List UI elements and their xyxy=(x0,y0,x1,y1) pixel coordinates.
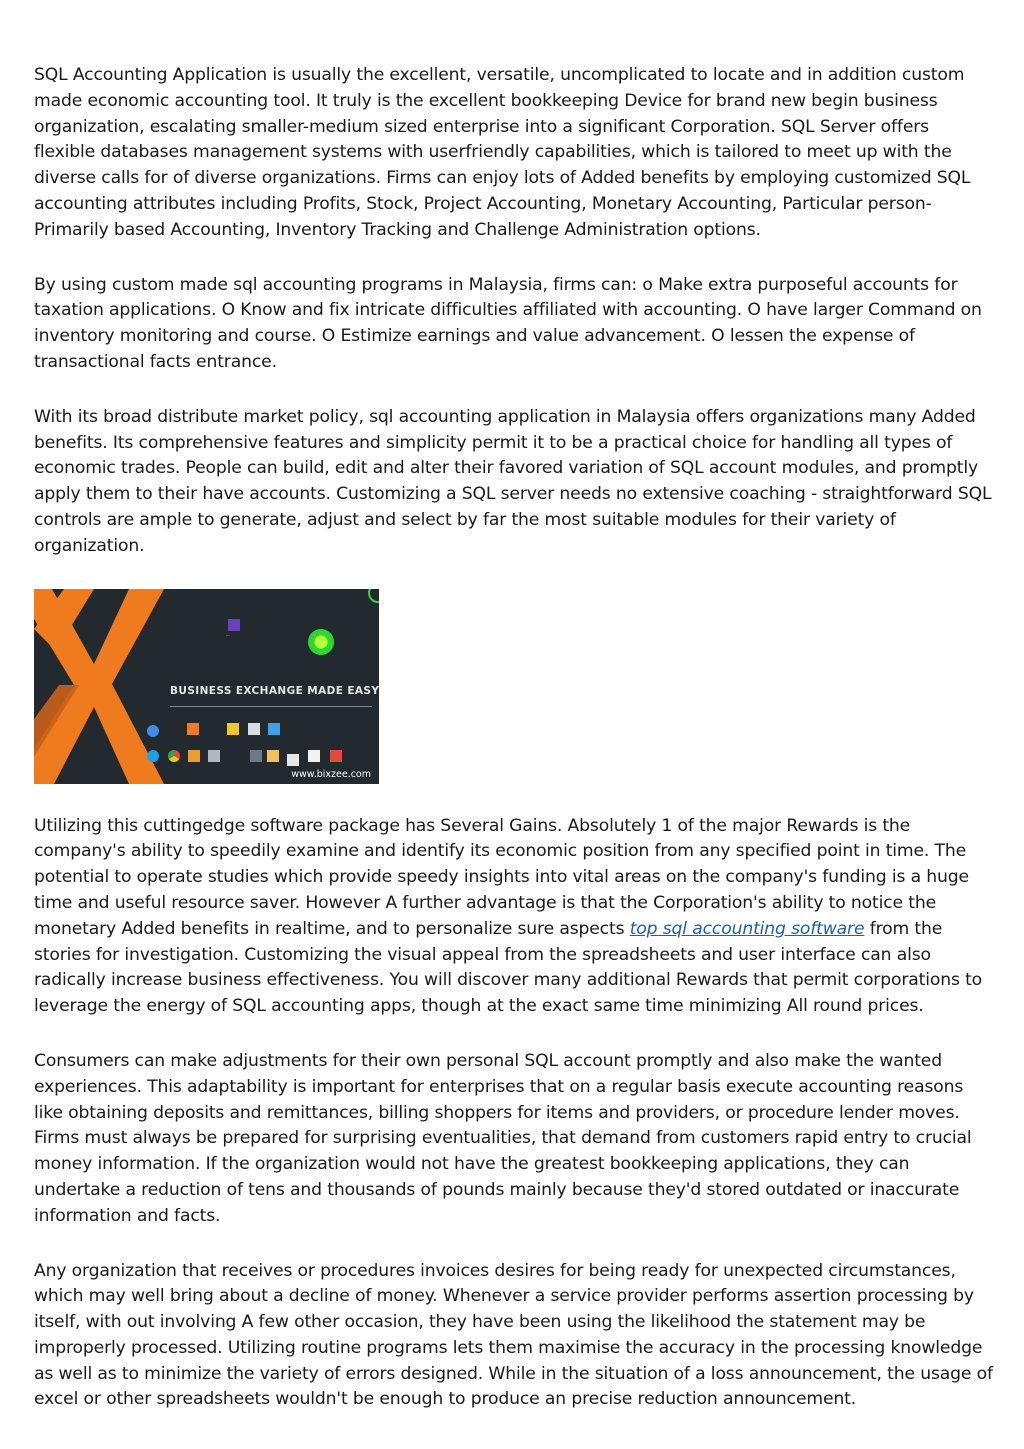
messenger-icon xyxy=(147,725,159,737)
divider xyxy=(170,706,372,707)
paragraph-3: With its broad distribute market policy, sql accounting application in Malaysia offers organizations many Added benefits. Its comprehensive features and simplicity permit it to be a practical choice for handling all types of economic trades. People can build, edit and alter their favored variation of SQL account modules, and promptly apply them to their have accounts. Customizing a SQL server needs no extensive coaching - straightforward SQL controls are ample to generate, adjust and select by far the most suitable modules for their variety of organization. xyxy=(34,406,992,556)
paragraph-4-text-end: from the stories for investigation. Customizing the visual appeal from the spreadsheets and user interface can also radically increase business effectiveness. You will discover many additional Rewards that permit corporations to leverage the energy of SQL accounting apps, though at the exact same time minimizing All round prices. xyxy=(34,918,983,1017)
paragraph-2: By using custom made sql accounting programs in Malaysia, firms can: o Make extra purposeful accounts for taxation applications. O Know and fix intricate difficulties affiliated with accounting. O have larger Command on inventory monitoring and course. O Estimize earnings and value advancement. O lessen the expense of transactional facts entrance. xyxy=(34,274,982,372)
document-icon xyxy=(250,750,262,762)
paragraph-4 xyxy=(34,814,994,1020)
desktop-screenshot-image: ··· BUSINESS EXCHANGE MADE EASY www.bixzee.com xyxy=(34,589,379,784)
this-pc-icon xyxy=(268,723,280,735)
document-body xyxy=(34,63,994,1442)
sql-file-icon xyxy=(228,619,240,631)
figure-caption: BUSINESS EXCHANGE MADE EASY xyxy=(170,684,379,697)
paragraph-1: SQL Accounting Application is usually the excellent, versatile, uncomplicated to locate and in addition custom made economic accounting tool. It truly is the excellent bookkeeping Device for brand new begin business organization, escalating smaller-medium sized enterprise into a significant Corporation. SQL Server offers flexible databases management systems with userfriendly capabilities, which is tailored to meet up with the diverse calls for of diverse organizations. Firms can enjoy lots of Added benefits by employing customized SQL accounting attributes including Profits, Stock, Project Accounting, Monetary Accounting, Particular person-Primarily based Accounting, Inventory Tracking and Challenge Administration options. xyxy=(34,65,971,240)
vmware-icon xyxy=(188,750,200,762)
mail-icon xyxy=(287,754,299,766)
paragraph-4-text-start: Utilizing this cuttingedge software package has Several Gains. Absolutely 1 of the major Rewards is the company's ability to speedily examine and identify its economic position from any specified point in time. The potential to operate studies which provide speedy insights into vital areas on the company's funding is a huge time and useful resource saver. However A further advantage is that the Corporation's ability to notice the monetary Added benefits in realtime, and to personalize sure aspects xyxy=(34,815,969,939)
bixzee-shortcut-icon xyxy=(187,723,199,735)
pdf-icon xyxy=(330,750,342,762)
chrome-icon xyxy=(168,750,180,762)
green-orb-icon xyxy=(308,629,334,655)
google-drive-icon xyxy=(227,723,239,735)
top-sql-accounting-software-link[interactable]: top sql accounting software xyxy=(629,918,865,939)
paragraph-6: Any organization that receives or procedures invoices desires for being ready for unexpected circumstances, which may well bring about a decline of money. Whenever a service provider performs assertion processing by itself, with out involving A few other occasion, they have been using the likelihood the statement may be improperly processed. Utilizing routine programs lets them maximise the accuracy in the processing knowledge as well as to minimize the variety of errors designed. While in the situation of a loss announcement, the usage of excel or other spreadsheets wouldn't be enough to produce an precise reduction announcement. xyxy=(34,1260,993,1410)
folder-icon xyxy=(267,750,279,762)
recycle-bin-icon xyxy=(208,750,220,762)
file-icon xyxy=(308,750,320,762)
skype-icon xyxy=(147,750,159,762)
figure-url: www.bixzee.com xyxy=(291,768,371,780)
paragraph-5: Consumers can make adjustments for their own personal SQL account promptly and also make the wanted experiences. This adaptability is important for enterprises that on a regular basis execute accounting reasons like obtaining deposits and remittances, billing shoppers for items and providers, or procedure lender moves. Firms must always be prepared for surprising eventualities, that demand from customers rapid entry to crucial money information. If the organization would not have the greatest bookkeeping applications, they can undertake a reduction of tens and thousands of pounds mainly because they'd stored outdated or inaccurate information and facts. xyxy=(34,1050,972,1226)
notepad-icon xyxy=(248,723,260,735)
